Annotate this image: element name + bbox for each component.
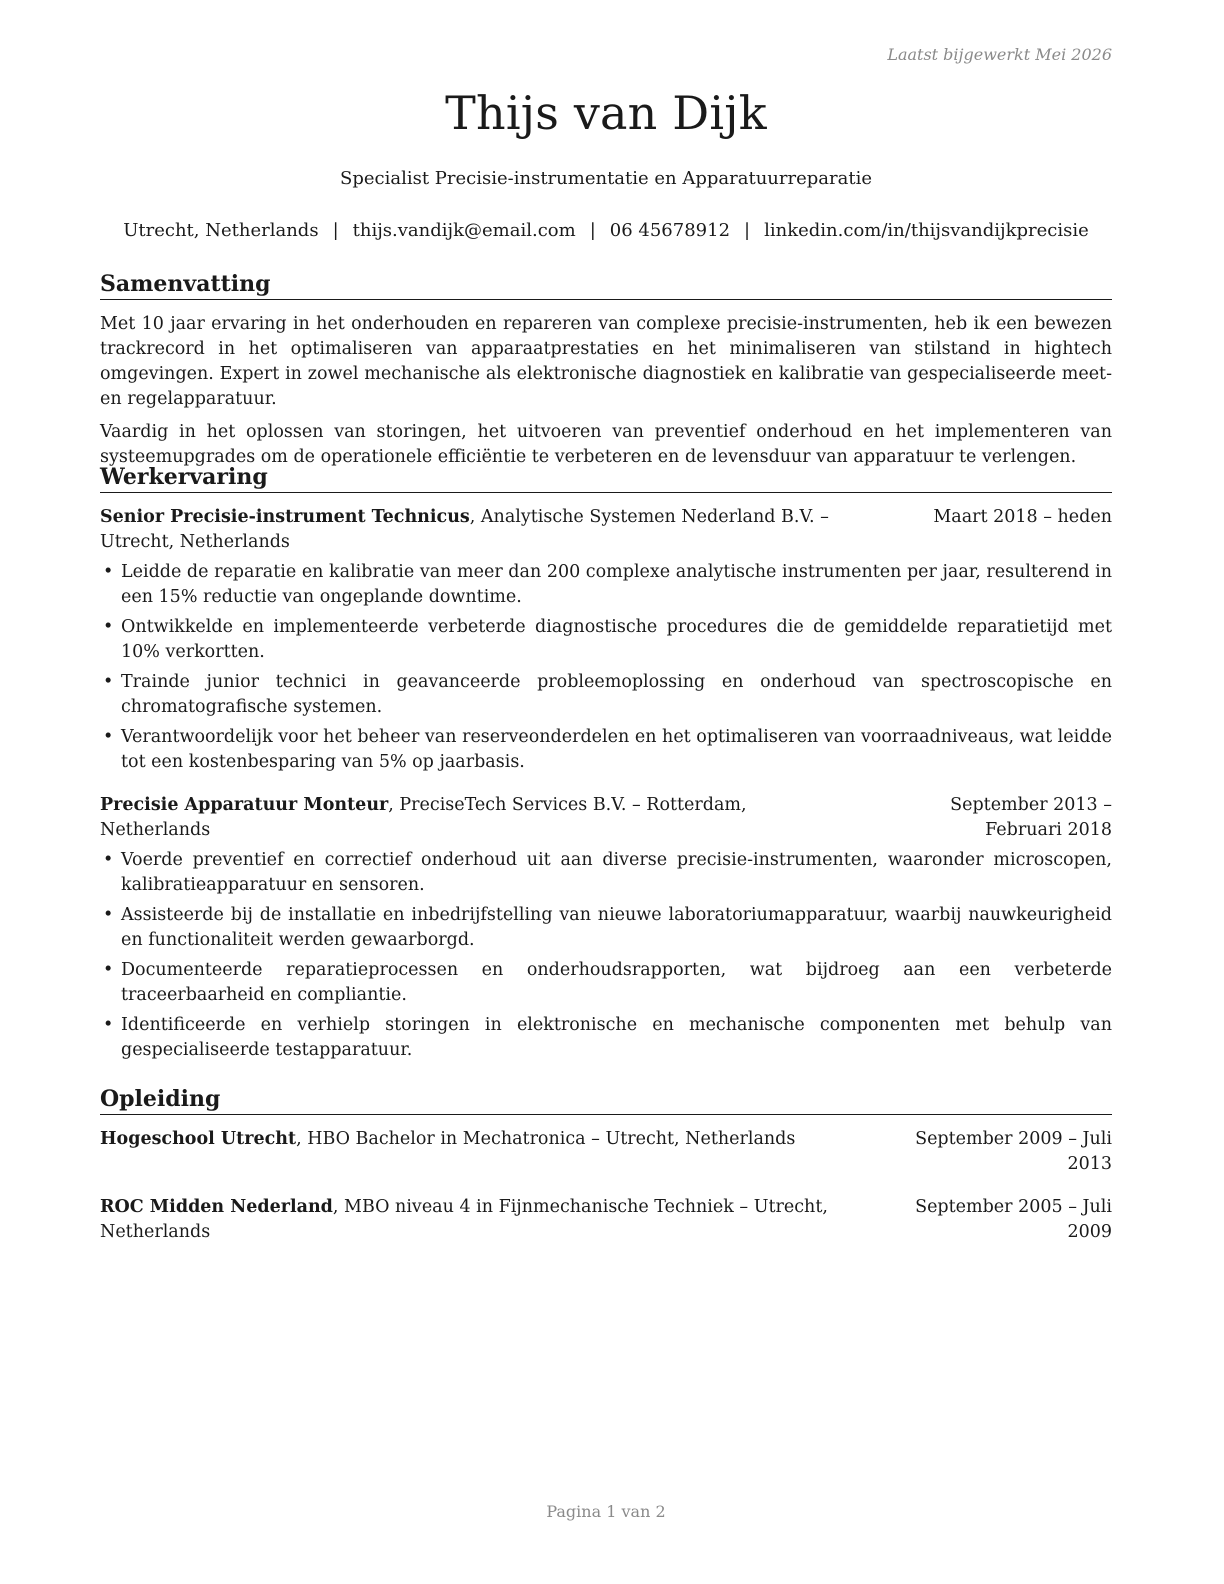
contact-line: [100, 220, 1112, 241]
job-bullets: [100, 848, 1112, 1063]
contact-phone: 06 45678912: [609, 220, 731, 241]
contact-email[interactable]: thijs.vandijk@email.com: [352, 220, 576, 241]
job-bullet: • Documenteerde reparatieprocessen en onderhoudsrapporten, wat bijdroeg aan een verbeterde traceerbaarheid en compliantie.: [100, 958, 1112, 1008]
job-bullet: • Leidde de reparatie en kalibratie van meer dan 200 complexe analytische instrumenten per jaar, resulterend in een 15% reductie van ongeplande downtime.: [100, 560, 1112, 610]
contact-separator: |: [744, 220, 751, 241]
job-entry: [100, 505, 1112, 775]
education-entry: [100, 1127, 1112, 1177]
job-bullet: • Trainde junior technici in geavanceerde probleemoplossing en onderhoud van spectroscopische en chromatografische systemen.: [100, 670, 1112, 720]
section-title-experience: Werkervaring: [100, 463, 1112, 493]
job-bullet: • Ontwikkelde en implementeerde verbeterde diagnostische procedures die de gemiddelde reparatietijd met 10% verkortten.: [100, 615, 1112, 665]
education-school: ROC Midden Nederland: [100, 1197, 333, 1217]
resume-page: [100, 0, 1112, 1584]
education-heading: [100, 1195, 880, 1245]
job-bullets: [100, 560, 1112, 775]
contact-separator: |: [589, 220, 596, 241]
job-dates: September 2013 – Februari 2018: [950, 795, 1112, 840]
job-bullet: • Assisteerde bij de installatie en inbedrijfstelling van nieuwe laboratoriumapparatuur, waarbij nauwkeurigheid en functionaliteit werden gewaarborgd.: [100, 903, 1112, 953]
summary-paragraph: Vaardig in het oplossen van storingen, het uitvoeren van preventief onderhoud en het implementeren van systeemupgrades om de operationele efficiëntie te verbeteren en de levensduur van apparatuur te verlengen.: [100, 422, 1112, 467]
summary-section: [100, 270, 1112, 478]
education-header: [100, 1127, 1112, 1177]
job-role: Senior Precisie-instrument Technicus: [100, 507, 470, 527]
job-bullet: • Verantwoordelijk voor het beheer van reserveonderdelen en het optimaliseren van voorraadniveaus, wat leidde tot een kostenbesparing van 5% op jaarbasis.: [100, 725, 1112, 775]
job-header: [100, 505, 1112, 555]
job-entry: [100, 793, 1112, 1063]
page-number: Pagina 1 van 2: [546, 1502, 666, 1521]
education-dates: September 2009 – Juli 2013: [915, 1129, 1112, 1174]
candidate-title: Specialist Precisie-instrumentatie en Apparatuurreparatie: [340, 168, 872, 189]
contact-location: Utrecht, Netherlands: [123, 220, 319, 241]
education-detail: , MBO niveau 4 in Fijnmechanische Techniek – Utrecht, Netherlands: [100, 1197, 828, 1242]
job-bullet: • Voerde preventief en correctief onderhoud uit aan diverse precisie-instrumenten, waaronder microscopen, kalibratieapparatuur en sensoren.: [100, 848, 1112, 898]
education-school: Hogeschool Utrecht: [100, 1129, 297, 1149]
education-section: [100, 1085, 1112, 1263]
section-title-summary: Samenvatting: [100, 270, 1112, 300]
education-entry: [100, 1195, 1112, 1245]
education-header: [100, 1195, 1112, 1245]
job-role: Precisie Apparatuur Monteur: [100, 795, 389, 815]
candidate-name: Thijs van Dijk: [445, 86, 767, 140]
job-bullet: • Identificeerde en verhielp storingen in elektronische en mechanische componenten met behulp van gespecialiseerde testapparatuur.: [100, 1013, 1112, 1063]
experience-section: [100, 463, 1112, 1081]
education-heading: [100, 1127, 880, 1177]
contact-linkedin[interactable]: linkedin.com/in/thijsvandijkprecisie: [764, 220, 1089, 241]
education-dates: September 2005 – Juli 2009: [915, 1197, 1112, 1242]
section-title-education: Opleiding: [100, 1085, 1112, 1115]
job-dates: Maart 2018 – heden: [933, 507, 1112, 527]
last-updated: Laatst bijgewerkt Mei 2026: [887, 45, 1112, 64]
summary-paragraph: Met 10 jaar ervaring in het onderhouden en repareren van complexe precisie-instrumenten, heb ik een bewezen trackrecord in het optimaliseren van apparaatprestaties en het minimaliseren van stilstand in hightech omgevingen. Expert in zowel mechanische als elektronische diagnostiek en kalibratie van gespecialiseerde meet- en regelapparatuur.: [100, 314, 1112, 409]
job-company: , Analytische Systemen Nederland B.V. – Utrecht, Netherlands: [100, 507, 829, 552]
job-heading: [100, 505, 912, 555]
contact-separator: |: [332, 220, 339, 241]
education-detail: , HBO Bachelor in Mechatronica – Utrecht, Netherlands: [296, 1129, 796, 1149]
job-company: , PreciseTech Services B.V. – Rotterdam, Netherlands: [100, 795, 747, 840]
job-header: [100, 793, 1112, 843]
job-heading: [100, 793, 872, 843]
